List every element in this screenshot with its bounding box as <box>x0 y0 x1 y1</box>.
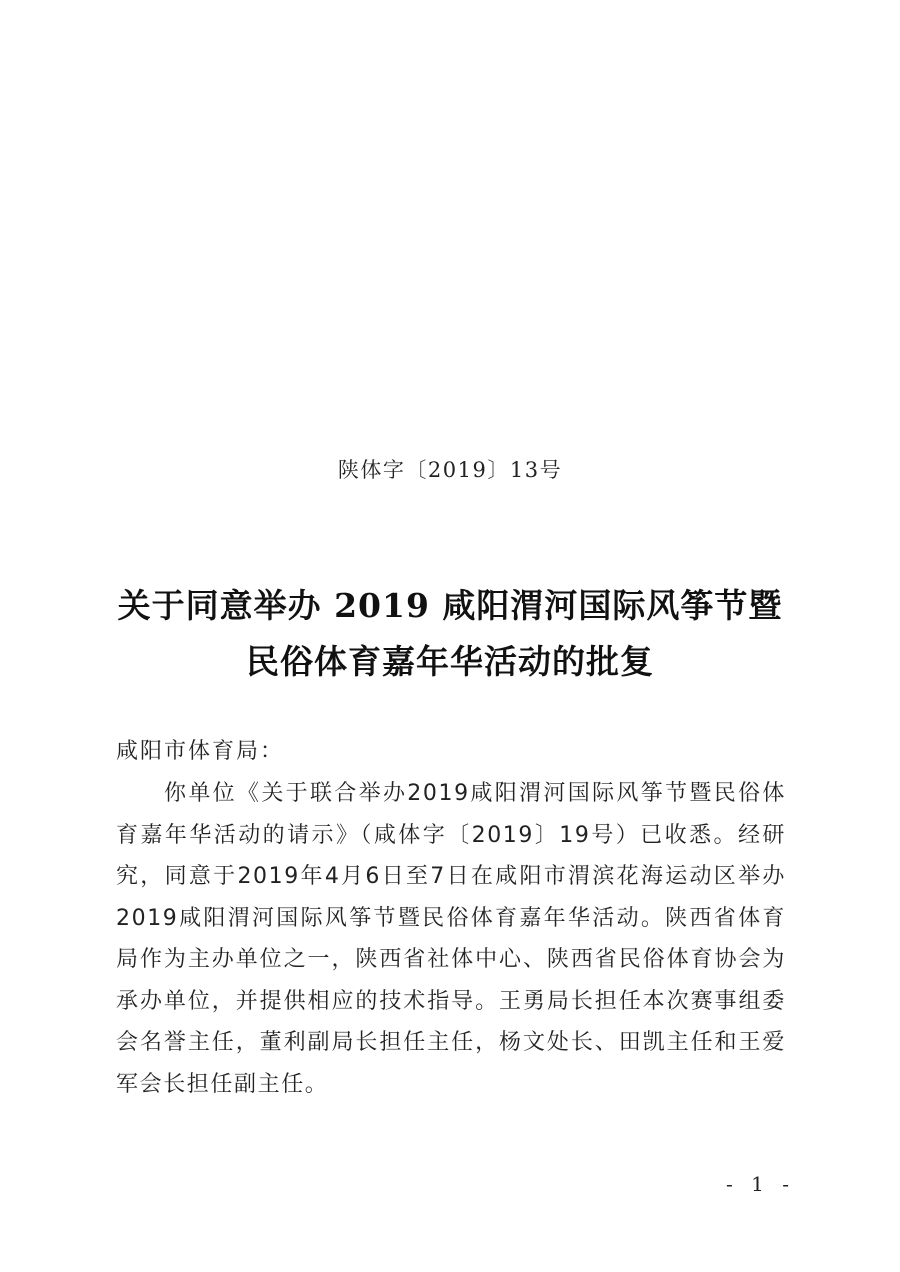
document-number: 陕体字〔2019〕13号 <box>337 458 563 482</box>
page-number: - 1 - <box>726 1172 795 1196</box>
document-title-line-2: 民俗体育嘉年华活动的批复 <box>246 642 654 681</box>
body-paragraph: 你单位《关于联合举办2019咸阳渭河国际风筝节暨民俗体育嘉年华活动的请示》（咸体字〔2019〕19号）已收悉。经研究，同意于2019年4月6日至7日在咸阳市渭滨花海运动区举办2019咸阳渭河国际风筝节暨民俗体育嘉年华活动。陕西省体育局作为主办单位之一，陕西省社体中心、陕西省民俗体育协会为承办单位，并提供相应的技术指导。王勇局长担任本次赛事组委会名誉主任，董利副局长担任主任，杨文处长、田凯主任和王爱军会长担任副主任。 <box>116 781 786 1097</box>
salutation: 咸阳市体育局： <box>116 739 285 764</box>
document-title-line-1: 关于同意举办 2019 咸阳渭河国际风筝节暨 <box>117 586 783 625</box>
